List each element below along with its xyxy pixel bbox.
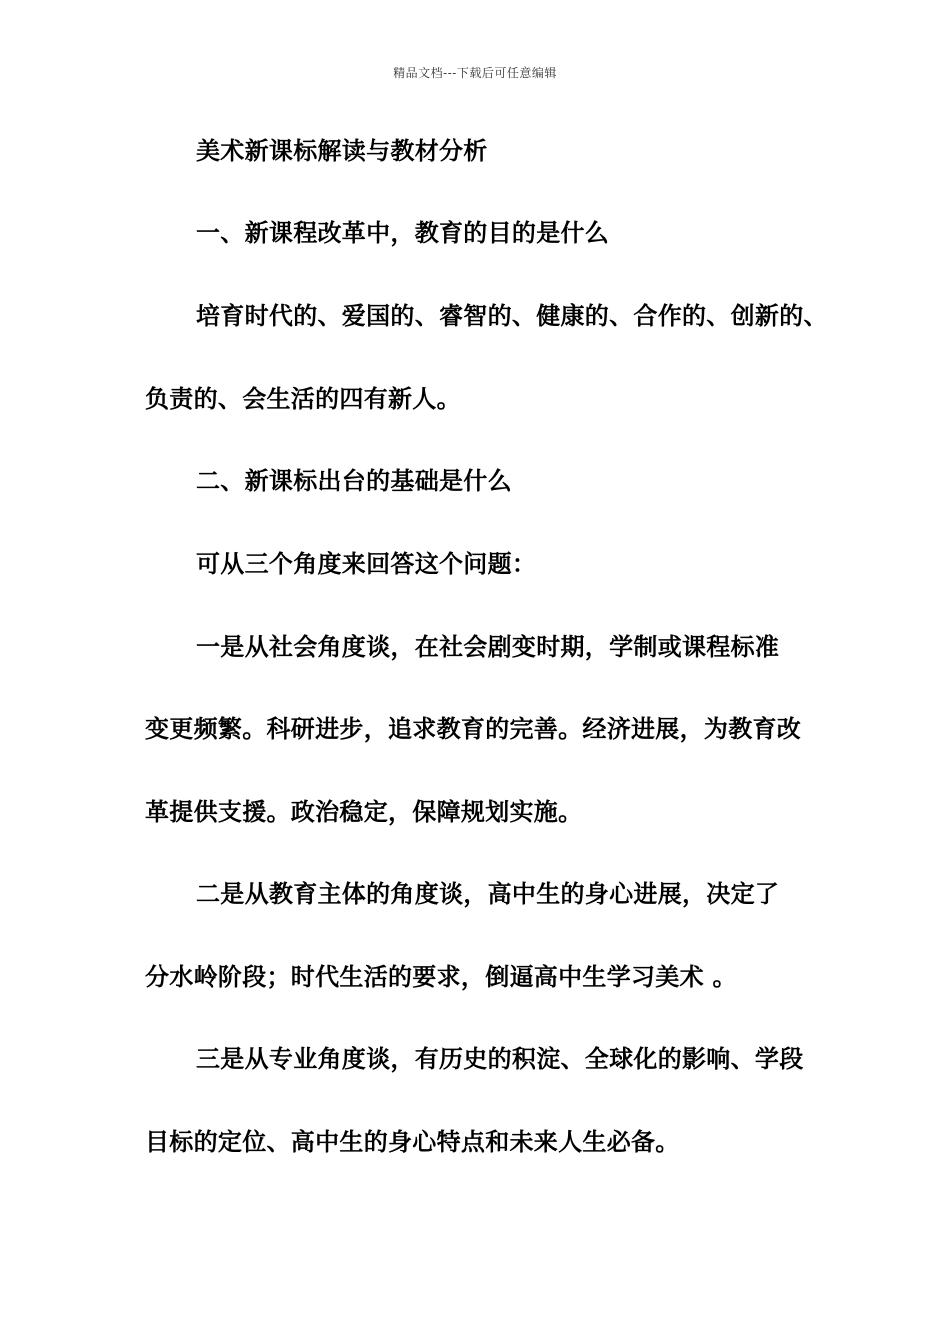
paragraph-line: 可从三个角度来回答这个问题： (196, 550, 537, 578)
section-heading-1: 一、新课程改革中，教育的目的是什么 (196, 219, 610, 247)
document-title: 美术新课标解读与教材分析 (196, 137, 488, 165)
paragraph-line: 三是从专业角度谈，有历史的积淀、全球化的影响、学段 (196, 1045, 804, 1073)
paragraph-line: 革提供支援。政治稳定，保障规划实施。 (145, 798, 583, 826)
section-heading-2: 二、新课标出台的基础是什么 (196, 467, 512, 495)
paragraph-line: 分水岭阶段；时代生活的要求，倒逼高中生学习美术 。 (145, 963, 737, 991)
paragraph-line: 负责的、会生活的四有新人。 (145, 385, 461, 413)
paragraph-line: 一是从社会角度谈，在社会剧变时期，学制或课程标准 (196, 633, 780, 661)
paragraph-line: 培育时代的、爱国的、睿智的、健康的、合作的、创新的、 (196, 302, 828, 330)
page-header: 精品文档---下载后可任意编辑 (393, 66, 557, 80)
paragraph-line: 目标的定位、高中生的身心特点和未来人生必备。 (145, 1128, 680, 1156)
paragraph-line: 二是从教育主体的角度谈，高中生的身心进展，决定了 (196, 880, 780, 908)
paragraph-line: 变更频繁。科研进步，追求教育的完善。经济进展，为教育改 (145, 715, 802, 743)
